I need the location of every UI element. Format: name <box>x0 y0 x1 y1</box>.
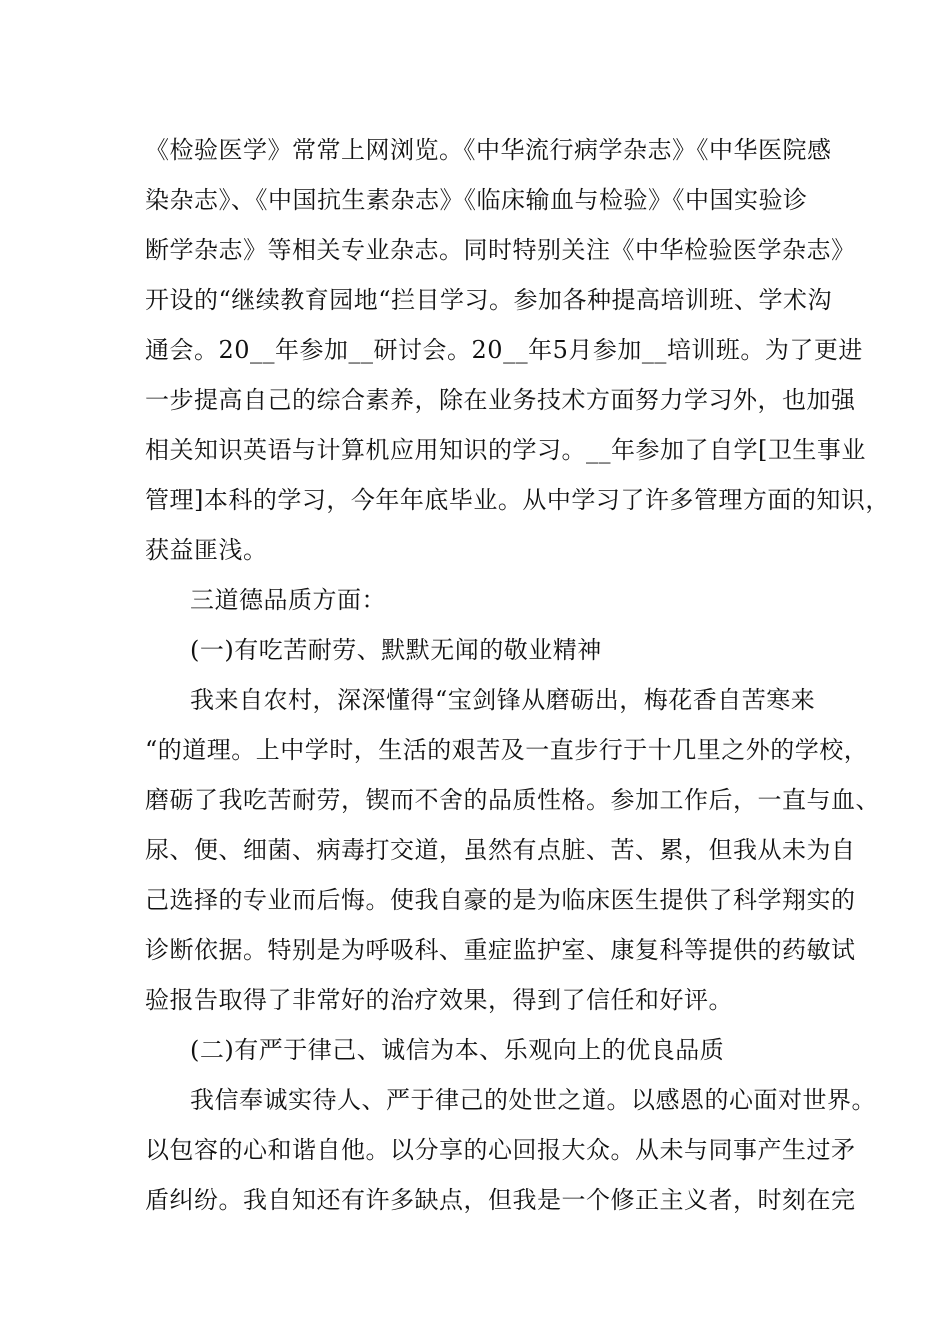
text-line: 己选择的专业而后悔。使我自豪的是为临床医生提供了科学翔实的 <box>145 886 856 914</box>
text-line: 盾纠纷。我自知还有许多缺点，但我是一个修正主义者，时刻在完 <box>145 1186 856 1214</box>
text-line: 尿、便、细菌、病毒打交道，虽然有点脏、苦、累，但我从未为自 <box>145 836 856 864</box>
text-line: 断学杂志》等相关专业杂志。同时特别关注《中华检验医学杂志》 <box>145 236 856 264</box>
text-line: 染杂志》、《中国抗生素杂志》《临床输血与检验》《中国实验诊 <box>145 186 808 214</box>
text-line: 一步提高自己的综合素养，除在业务技术方面努力学习外，也加强 <box>145 386 856 414</box>
text-line: 《检验医学》常常上网浏览。《中华流行病学杂志》《中华医院感 <box>145 136 832 164</box>
text-line: 磨砺了我吃苦耐劳，锲而不舍的品质性格。参加工作后，一直与血、 <box>145 786 880 814</box>
text-line: 诊断依据。特别是为呼吸科、重症监护室、康复科等提供的药敏试 <box>145 936 856 964</box>
subsection-heading: (一)有吃苦耐劳、默默无闻的敬业精神 <box>190 636 602 664</box>
text-line: 我来自农村，深深懂得“宝剑锋从磨砺出，梅花香自苦寒来 <box>190 686 816 714</box>
text-line: 以包容的心和谐自他。以分享的心回报大众。从未与同事产生过矛 <box>145 1136 856 1164</box>
subsection-heading: (二)有严于律己、诚信为本、乐观向上的优良品质 <box>190 1036 725 1064</box>
text-line: 相关知识英语与计算机应用知识的学习。__年参加了自学[卫生事业 <box>145 436 866 464</box>
text-line: 获益匪浅。 <box>145 536 268 564</box>
text-line: 验报告取得了非常好的治疗效果，得到了信任和好评。 <box>145 986 733 1014</box>
text-line: 开设的“继续教育园地“拦目学习。参加各种提高培训班、学术沟 <box>145 286 833 314</box>
text-line: “的道理。上中学时，生活的艰苦及一直步行于十几里之外的学校， <box>145 736 869 764</box>
section-heading: 三道德品质方面： <box>190 586 386 614</box>
text-line: 通会。20__年参加__研讨会。20__年5月参加__培训班。为了更进 <box>145 336 863 364</box>
text-line: 管理]本科的学习，今年年底毕业。从中学习了许多管理方面的知识， <box>145 486 890 514</box>
text-line: 我信奉诚实待人、严于律己的处世之道。以感恩的心面对世界。 <box>190 1086 876 1114</box>
